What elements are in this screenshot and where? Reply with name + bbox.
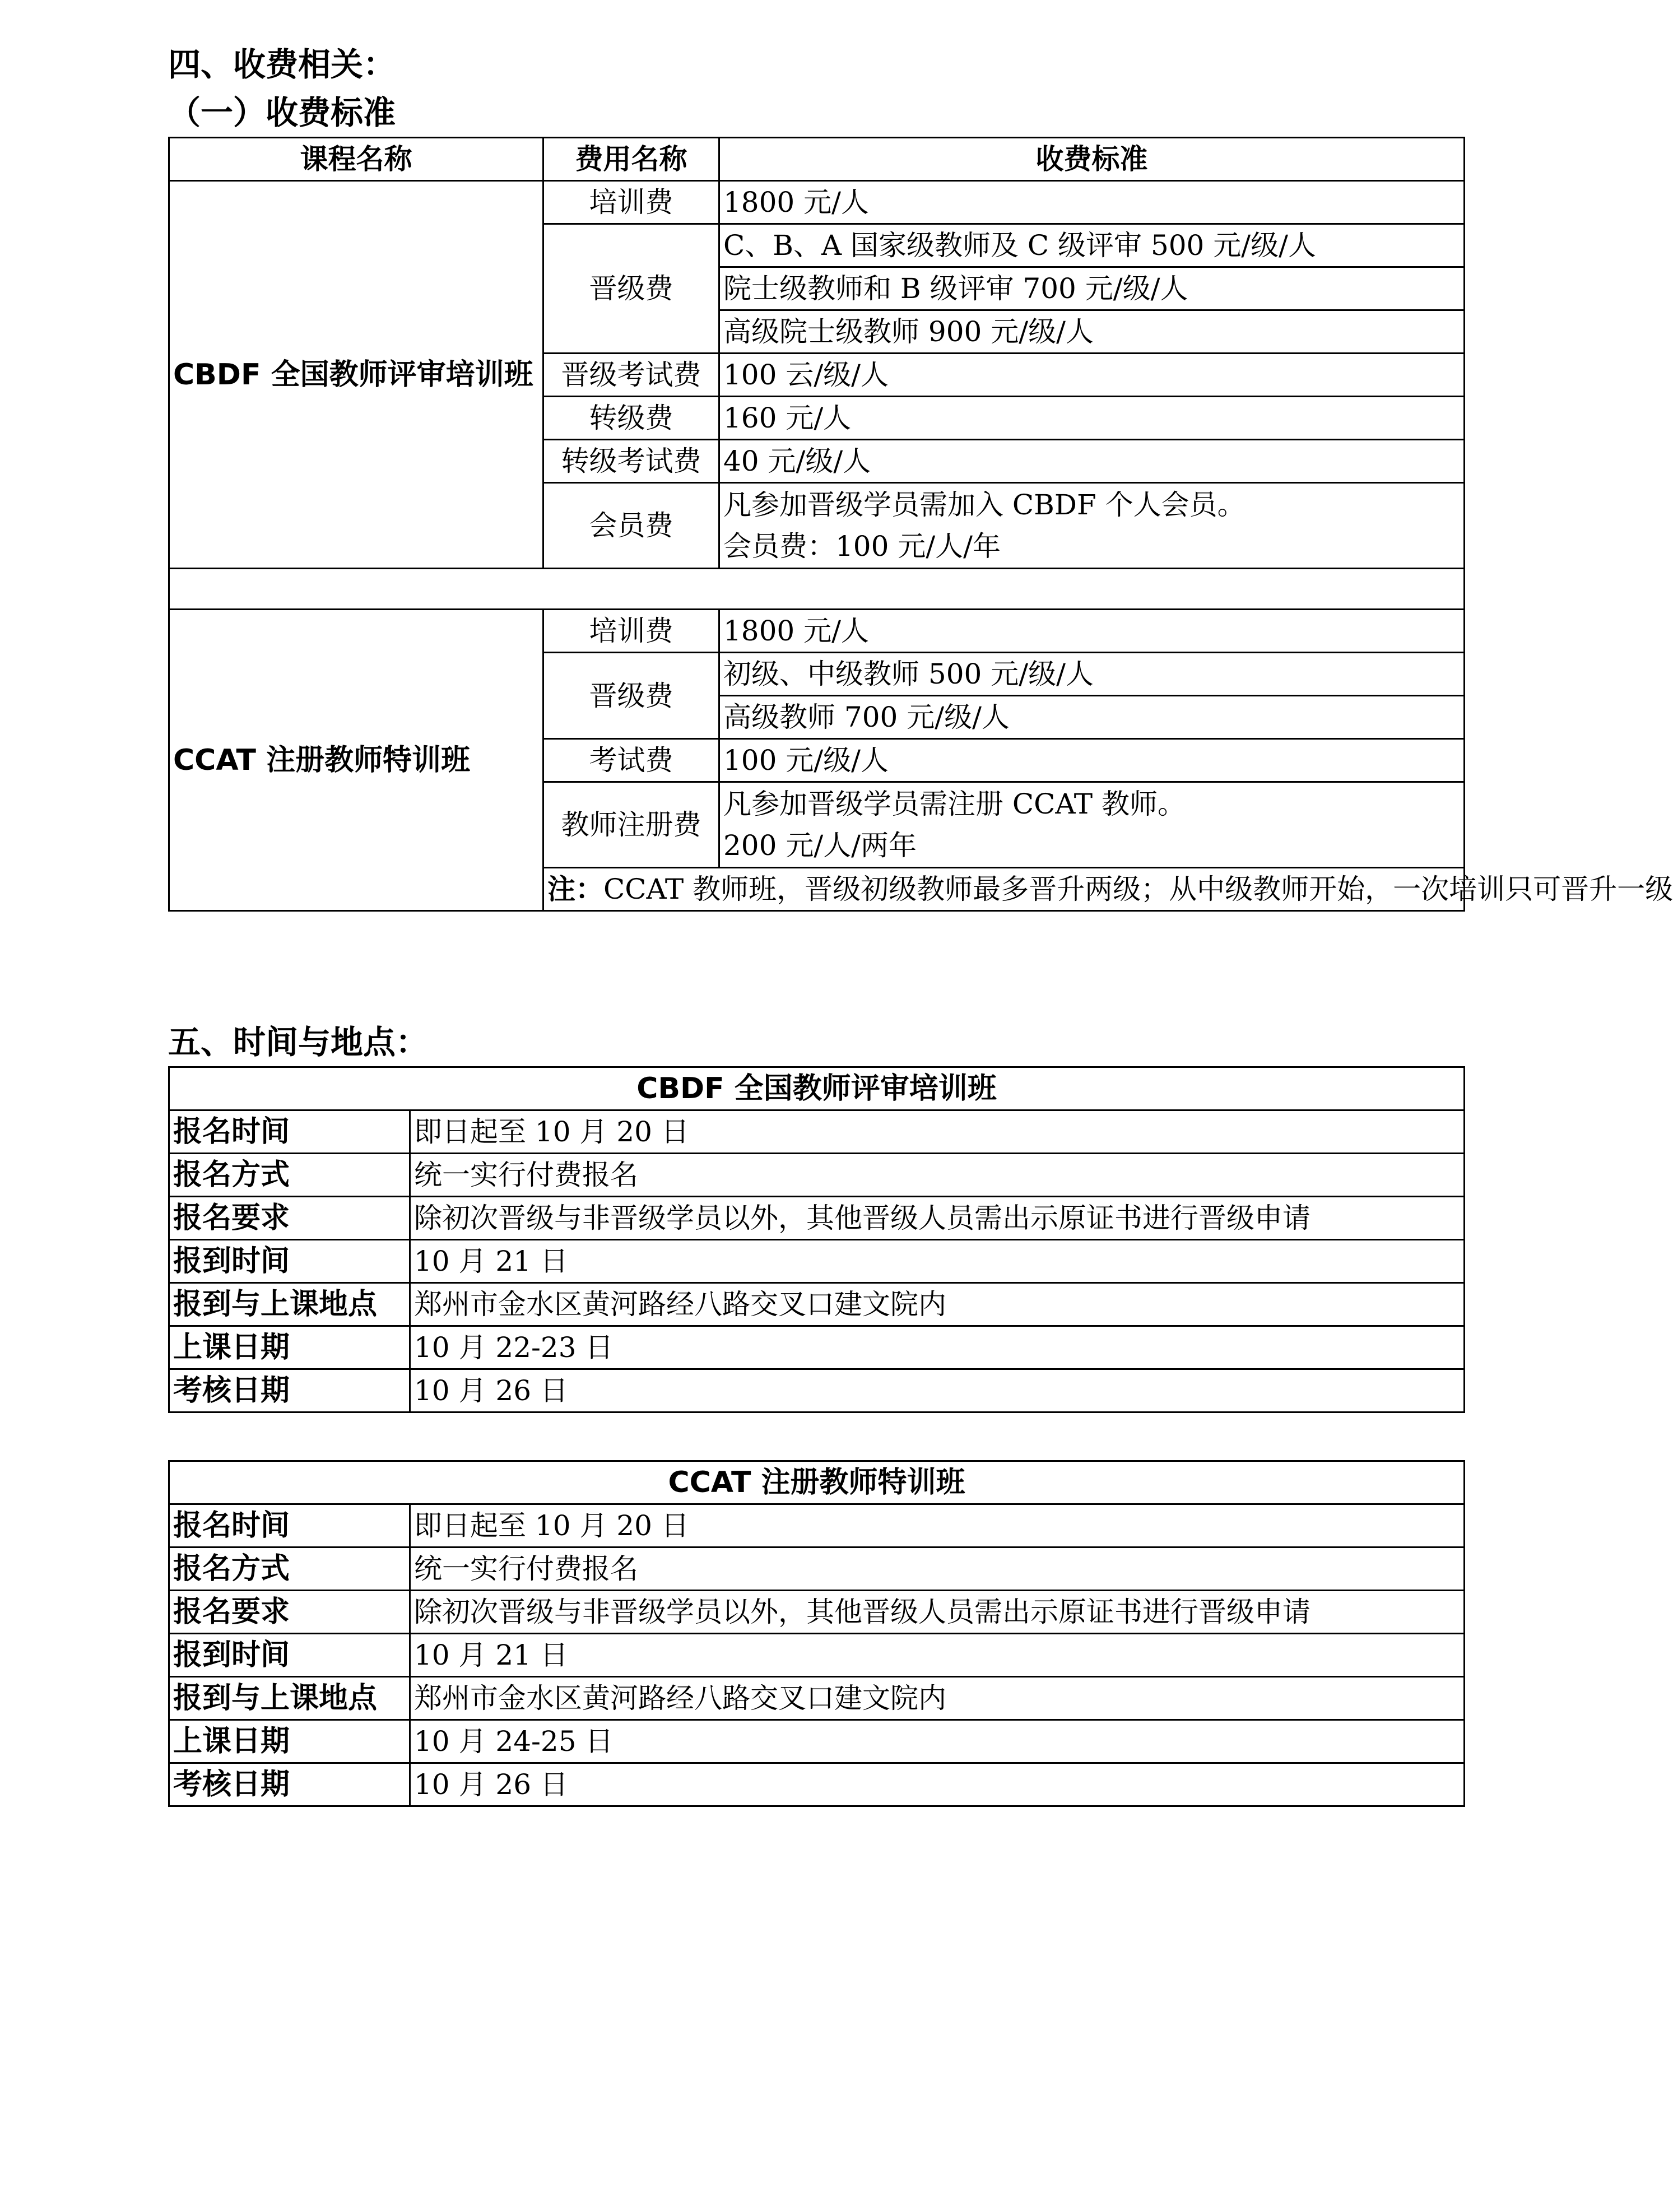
schedule-label: 报到与上课地点	[169, 1677, 410, 1720]
document-page	[168, 40, 1673, 1807]
cbdf-schedule-title: CBDF 全国教师评审培训班	[169, 1067, 1465, 1110]
fee-label: 晋级费	[543, 224, 719, 354]
schedule-value: 10 月 21 日	[410, 1634, 1465, 1677]
schedule-label: 上课日期	[169, 1720, 410, 1763]
schedule-value: 统一实行付费报名	[410, 1154, 1465, 1197]
schedule-value: 即日起至 10 月 20 日	[410, 1504, 1465, 1548]
fee-value: 1800 元/人	[719, 181, 1465, 224]
schedule-value: 10 月 21 日	[410, 1240, 1465, 1283]
fee-value: 院士级教师和 B 级评审 700 元/级/人	[719, 267, 1465, 310]
ccat-course-name: CCAT 注册教师特训班	[169, 610, 543, 911]
table-row	[169, 1763, 1465, 1806]
table-row	[169, 1634, 1465, 1677]
fee-value: 100 元/级/人	[719, 739, 1465, 782]
table-row	[169, 1110, 1465, 1154]
fee-value: 100 云/级/人	[719, 354, 1465, 397]
ccat-schedule-table	[168, 1460, 1465, 1807]
fee-value: 40 元/级/人	[719, 440, 1465, 483]
schedule-value: 即日起至 10 月 20 日	[410, 1110, 1465, 1154]
schedule-value: 10 月 22-23 日	[410, 1326, 1465, 1369]
fee-standard-subtitle: （一）收费标准	[168, 94, 396, 132]
fee-value	[719, 483, 1465, 569]
schedule-label: 报名方式	[169, 1154, 410, 1197]
table-row	[169, 1240, 1465, 1283]
table-row	[169, 1591, 1465, 1634]
fee-label: 考试费	[543, 739, 719, 782]
header-fee-standard: 收费标准	[719, 138, 1465, 181]
schedule-value: 郑州市金水区黄河路经八路交叉口建文院内	[410, 1283, 1465, 1326]
table-row	[169, 1548, 1465, 1591]
table-row	[169, 1677, 1465, 1720]
schedule-value: 郑州市金水区黄河路经八路交叉口建文院内	[410, 1677, 1465, 1720]
register-line-2: 200 元/人/两年	[723, 829, 917, 862]
section-4-title: 四、收费相关：	[168, 45, 396, 83]
table-row	[169, 610, 1465, 653]
fee-label: 晋级费	[543, 653, 719, 739]
spacer-cell	[169, 569, 1465, 610]
fee-value: 1800 元/人	[719, 610, 1465, 653]
schedule-value: 统一实行付费报名	[410, 1548, 1465, 1591]
schedule-label: 考核日期	[169, 1763, 410, 1806]
fee-value: 初级、中级教师 500 元/级/人	[719, 653, 1465, 696]
fee-label: 会员费	[543, 483, 719, 569]
fee-table	[168, 137, 1673, 912]
schedule-label: 报名时间	[169, 1504, 410, 1548]
table-row	[169, 1369, 1465, 1412]
fee-label: 晋级考试费	[543, 354, 719, 397]
fee-value: C、B、A 国家级教师及 C 级评审 500 元/级/人	[719, 224, 1465, 267]
member-line-2: 会员费：100 元/人/年	[723, 530, 1001, 563]
schedule-label: 上课日期	[169, 1326, 410, 1369]
schedule-value: 10 月 26 日	[410, 1763, 1465, 1806]
note-prefix: 注：	[547, 873, 603, 905]
table-row	[169, 1504, 1465, 1548]
note-cell	[543, 868, 1673, 911]
member-line-1: 凡参加晋级学员需加入 CBDF 个人会员。	[723, 489, 1246, 521]
schedule-label: 报名要求	[169, 1591, 410, 1634]
fee-label: 转级费	[543, 397, 719, 440]
note-text: CCAT 教师班，晋级初级教师最多晋升两级；从中级教师开始，一次培训只可晋升一级	[603, 873, 1673, 905]
table-row	[169, 1197, 1465, 1240]
fee-value: 高级教师 700 元/级/人	[719, 696, 1465, 739]
schedule-label: 考核日期	[169, 1369, 410, 1412]
fee-value	[719, 782, 1465, 868]
register-line-1: 凡参加晋级学员需注册 CCAT 教师。	[723, 788, 1186, 820]
cbdf-schedule-table	[168, 1066, 1465, 1413]
fee-value: 160 元/人	[719, 397, 1465, 440]
schedule-value: 除初次晋级与非晋级学员以外，其他晋级人员需出示原证书进行晋级申请	[410, 1591, 1465, 1634]
schedule-value: 除初次晋级与非晋级学员以外，其他晋级人员需出示原证书进行晋级申请	[410, 1197, 1465, 1240]
fee-label: 培训费	[543, 610, 719, 653]
fee-label: 培训费	[543, 181, 719, 224]
fee-table-header	[169, 138, 1465, 181]
fee-label: 转级考试费	[543, 440, 719, 483]
schedule-value: 10 月 24-25 日	[410, 1720, 1465, 1763]
schedule-label: 报到与上课地点	[169, 1283, 410, 1326]
cbdf-course-name: CBDF 全国教师评审培训班	[169, 181, 543, 569]
fee-value: 高级院士级教师 900 元/级/人	[719, 310, 1465, 354]
header-fee-name: 费用名称	[543, 138, 719, 181]
table-spacer-row	[169, 569, 1465, 610]
ccat-schedule-title: CCAT 注册教师特训班	[169, 1461, 1465, 1504]
schedule-label: 报名时间	[169, 1110, 410, 1154]
header-course-name: 课程名称	[169, 138, 543, 181]
table-row	[169, 1283, 1465, 1326]
schedule-label: 报到时间	[169, 1634, 410, 1677]
table-row	[169, 1154, 1465, 1197]
table-row	[169, 1720, 1465, 1763]
fee-label: 教师注册费	[543, 782, 719, 868]
schedule-label: 报名要求	[169, 1197, 410, 1240]
schedule-label: 报到时间	[169, 1240, 410, 1283]
schedule-label: 报名方式	[169, 1548, 410, 1591]
schedule-value: 10 月 26 日	[410, 1369, 1465, 1412]
table-row	[169, 1326, 1465, 1369]
table-row	[169, 181, 1465, 224]
section-5-title: 五、时间与地点：	[168, 1023, 429, 1061]
